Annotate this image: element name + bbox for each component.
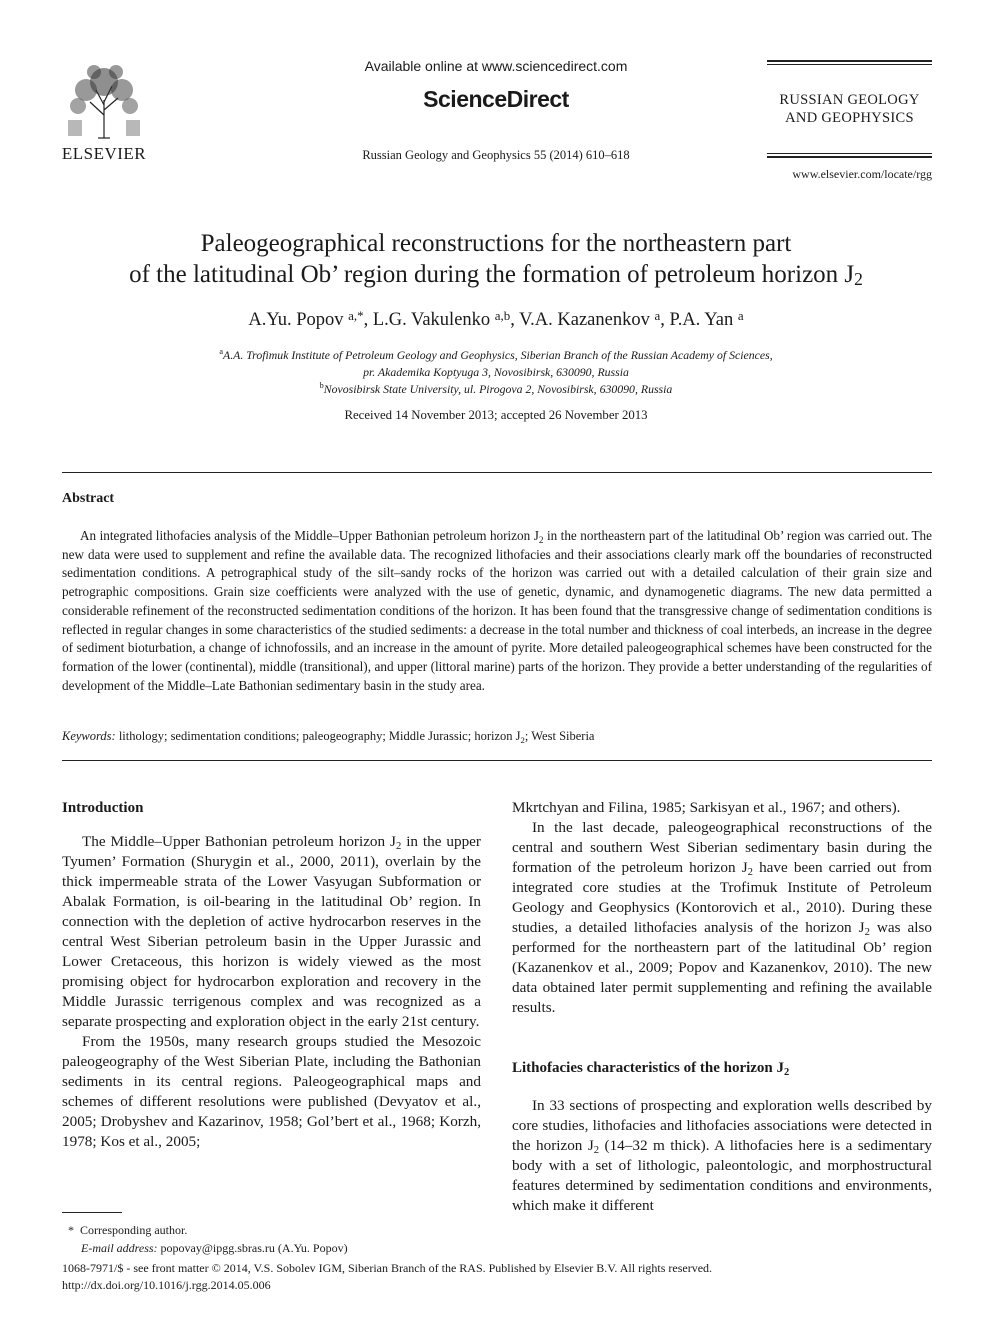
affiliations <box>100 347 892 398</box>
received-date: Received 14 November 2013; accepted 26 November 2013 <box>344 408 648 422</box>
footnote-email: E-mail address: popovay@ipgg.sbras.ru (A.Yu. Popov) <box>81 1241 348 1255</box>
journal-rule-top <box>767 60 932 62</box>
elsevier-tree-icon <box>60 60 148 140</box>
lithofacies-heading: Lithofacies characteristics of the horizon $J_2$ <box>512 1060 790 1078</box>
abstract-body: An integrated lithofacies analysis of the Middle–Upper Bathonian petroleum horizon $J_2$ in the northeastern part of the latitudinal Ob’ region was carried out. The new data were used to supplement and refine the available data. The recognized lithofacies and their associations clearly mark off the boundaries of reconstructed sedimentation conditions. A petrographical study of the silt–sandy rocks of the horizon was carried out with a detailed calculation of their grain size and petrographic compositions. Grain size coefficients were analyzed with the use of genetic, dynamic, and dynamogenetic diagrams. The new data permitted a considerable refinement of the reconstructed sedimentation conditions of the horizon. It has been found that the transgressive change of sedimentation conditions is reflected in regular changes in some characteristics of the studied sediments: a decrease in the total number and thickness of coal interbeds, an increase in the degree of sediment bioturbation, a change of ichnofossils, and an increase in the amount of pyrite. More detailed paleogeographical schemes have been constructed for the formation of the lower (continental), middle (transitional), and upper (littoral marine) parts of the horizon. They provide a better understanding of the regularities of development of the Middle–Late Bathonian sedimentary basin in the study area. <box>62 528 932 693</box>
footnote <box>62 1221 348 1257</box>
elsevier-logo <box>60 60 148 163</box>
right-column <box>512 798 932 1216</box>
journal-citation: Russian Geology and Geophysics 55 (2014) 610–618 <box>362 148 630 162</box>
rule-below-abstract <box>62 760 932 761</box>
lithofacies-paragraph-1: In 33 sections of prospecting and exploration wells described by core studies, lithofacies and lithofacies associations were detected in the horizon $J_2$ (14–32 m thick). A lithofacies here is a sedimentary body with a set of lithologic, paleontologic, and morphostructural features determined by sedimentation conditions and environments, which make it different <box>512 1097 932 1214</box>
author: L.G. Vakulenko $^{a,b}$, <box>372 308 520 330</box>
sciencedirect-brand: ScienceDirect <box>423 86 569 112</box>
journal-rule-top2 <box>767 64 932 65</box>
footer-copyright: 1068-7971/$ - see front matter © 2014, V.S. Sobolev IGM, Siberian Branch of the RAS. Published by Elsevier B.V. All rights reserved. <box>62 1261 713 1275</box>
keywords: Keywords: lithology; sedimentation conditions; paleogeography; Middle Jurassic; horizon $J_2$; West Siberia <box>62 729 595 745</box>
intro-paragraph-2-continued: Mkrtchyan and Filina, 1985; Sarkisyan et al., 1967; and others). <box>512 799 901 816</box>
footnote-rule <box>62 1212 122 1213</box>
left-column <box>62 798 481 1152</box>
author-list <box>40 310 952 331</box>
intro-paragraph-1: The Middle–Upper Bathonian petroleum horizon $J_2$ in the upper Tyumen’ Formation (Shurygin et al., 2000, 2011), overlain by the thick impermeable strata of the Lower Vasyugan Subformation or Abalak Formation, is oil-bearing in the latitudinal Ob’ region. In connection with the depletion of active hydrocarbon reserves in the central West Siberian petroleum basin in the Upper Jurassic and Lower Cretaceous, this horizon is widely viewed as the most promising object for hydrocarbon exploration and recovery in the Middle Jurassic terrigenous complex and was recognized as a separate prospecting and exploration object in the early 21st century. <box>62 833 481 1030</box>
journal-name-line1: RUSSIAN GEOLOGY <box>779 92 920 108</box>
title-line-2: of the latitudinal Ob’ region during the formation of petroleum horizon $J_2$ <box>129 261 863 289</box>
affiliation-a-line2: pr. Akademika Koptyuga 3, Novosibirsk, 630090, Russia <box>363 365 629 379</box>
title-line-1: Paleogeographical reconstructions for the northeastern part <box>200 230 792 257</box>
journal-url[interactable]: www.elsevier.com/locate/rgg <box>792 167 932 181</box>
footer-doi[interactable]: http://dx.doi.org/10.1016/j.rgg.2014.05.006 <box>62 1278 271 1292</box>
journal-name-line2: AND GEOPHYSICS <box>785 110 914 126</box>
intro-paragraph-3: In the last decade, paleogeographical reconstructions of the central and southern West Siberian sedimentary basin during the formation of the petroleum horizon $J_2$ have been carried out from integrated core studies at the Trofimuk Institute of Petroleum Geology and Geophysics (Kontorovich et al., 2010). During these studies, a detailed lithofacies analysis of the horizon $J_2$ was also performed for the northeastern part of the latitudinal Ob’ region (Kazanenkov et al., 2009; Popov and Kazanenkov, 2010). The new data obtained later permit supplementing and refining the available results. <box>512 819 932 1016</box>
journal-rule-bottom <box>767 153 932 154</box>
author: A.Yu. Popov $^{a,*}$, <box>248 308 373 330</box>
article-title <box>40 228 952 290</box>
author: V.A. Kazanenkov $^a$, <box>519 308 670 330</box>
affiliation-b-line1: $^b$Novosibirsk State University, ul. Pirogova 2, Novosibirsk, 630090, Russia <box>319 381 673 396</box>
available-online: Available online at www.sciencedirect.com <box>364 58 628 74</box>
rule-above-abstract <box>62 472 932 473</box>
author: P.A. Yan $^a$ <box>669 308 744 330</box>
abstract-heading: Abstract <box>62 491 115 506</box>
introduction-heading: Introduction <box>62 800 144 816</box>
journal-rule-bottom2 <box>767 156 932 158</box>
footnote-corresponding: * Corresponding author. <box>68 1223 188 1237</box>
intro-paragraph-2: From the 1950s, many research groups studied the Mesozoic paleogeography of the West Siberian Plate, including the Bathonian sediments in its central regions. Paleogeographical maps and schemes of different resolutions were published (Devyatov et al., 2005; Drobyshev and Kazarinov, 1958; Gol’bert et al., 1968; Korzh, 1978; Kos et al., 2005; <box>62 1033 481 1150</box>
publisher-name: ELSEVIER <box>61 144 147 163</box>
affiliation-a-line1: $^a$A.A. Trofimuk Institute of Petroleum Geology and Geophysics, Siberian Branch of the Russian Academy of Sciences, <box>219 347 773 362</box>
